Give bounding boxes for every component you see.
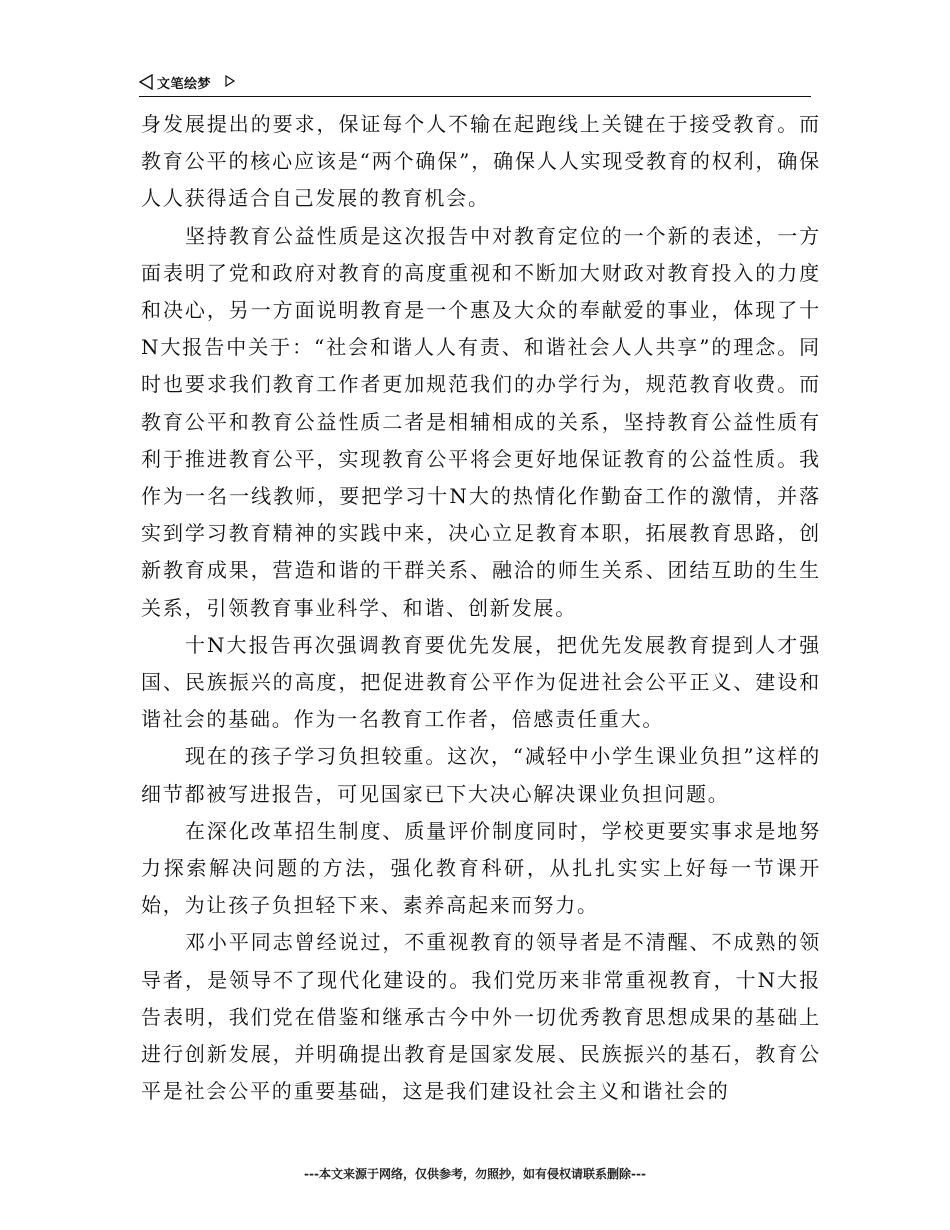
header-title: 文笔绘梦: [157, 77, 212, 92]
paragraph-priority-development: 十N大报告再次强调教育要优先发展，把优先发展教育提到人才强国、民族振兴的高度，把促进教育公平作为促进社会公平正义、建设和谐社会的基础。作为一名教育工作者，倍感责任重大。: [141, 632, 821, 732]
triangle-right-outline-icon: [225, 75, 235, 87]
triangle-left-outline-icon: [139, 74, 153, 90]
paragraph-reform: 在深化改革招生制度、质量评价制度同时，学校更要实事求是地努力探索解决问题的方法，强化教育科研，从扎扎实实上好每一节课开始，为让孩子负担轻下来、素养高起来而努力。: [141, 818, 821, 918]
paragraph-student-burden: 现在的孩子学习负担较重。这次，“减轻中小学生课业负担”这样的细节都被写进报告，可见国家已下大决心解决课业负担问题。: [141, 744, 821, 806]
paragraph-public-welfare: 坚持教育公益性质是这次报告中对教育定位的一个新的表述，一方面表明了党和政府对教育的高度重视和不断加大财政对教育投入的力度和决心，另一方面说明教育是一个惠及大众的奉献爱的事业，体现了十N大报告中关于：“社会和谐人人有责、和谐社会人人共享”的理念。同时也要求我们教育工作者更加规范我们的办学行为，规范教育收费。而教育公平和教育公益性质二者是相辅相成的关系，坚持教育公益性质有利于推进教育公平，实现教育公平将会更好地保证教育的公益性质。我作为一名一线教师，要把学习十N大的热情化作勤奋工作的激情，并落实到学习教育精神的实践中来，决心立足教育本职，拓展教育思路，创新教育成果，营造和谐的干群关系、融洽的师生关系、团结互助的生生关系，引领教育事业科学、和谐、创新发展。: [141, 223, 821, 620]
document-body: [141, 106, 821, 1110]
paragraph-continuation: 身发展提出的要求，保证每个人不输在起跑线上关键在于接受教育。而教育公平的核心应该是“两个确保”，确保人人实现受教育的权利，确保人人获得适合自己发展的教育机会。: [141, 112, 821, 211]
page-header: [139, 70, 811, 97]
footer-disclaimer: ---本文来源于网络，仅供参考，勿照抄，如有侵权请联系删除---: [304, 1167, 646, 1181]
paragraph-deng-xiaoping-quote: 邓小平同志曾经说过，不重视教育的领导者是不清醒、不成熟的领导者，是领导不了现代化建设的。我们党历来非常重视教育，十N大报告表明，我们党在借鉴和继承古今中外一切优秀教育思想成果的基础上进行创新发展，并明确提出教育是国家发展、民族振兴的基石，教育公平是社会公平的重要基础，这是我们建设社会主义和谐社会的: [141, 930, 821, 1104]
